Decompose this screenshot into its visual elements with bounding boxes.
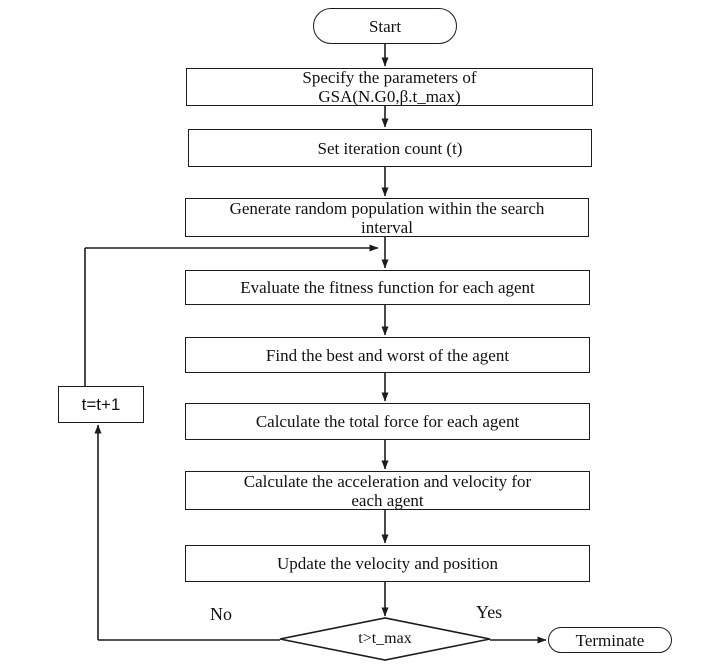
step-text-line: interval: [361, 217, 413, 237]
yes-branch-label: Yes: [476, 602, 503, 622]
step-text-line: Update the velocity and position: [277, 554, 498, 573]
step-evaluate-fitness: [185, 270, 590, 305]
step-text-line: Calculate the acceleration and velocity for: [243, 471, 532, 491]
loop-counter-label: t=t+1: [81, 395, 121, 414]
step-calculate-acceleration-velocity: [185, 471, 590, 510]
step-text-line: GSA(N.G0,β.t_max): [318, 87, 461, 106]
step-text-line: each agent: [351, 490, 424, 510]
step-update-velocity-position: [185, 545, 590, 582]
step-find-best-worst: [185, 337, 590, 373]
start-label: Start: [368, 16, 402, 36]
step-set-iteration-count: [188, 129, 592, 167]
step-calculate-total-force: [185, 403, 590, 440]
no-branch-label: No: [210, 604, 232, 624]
decision-label: t>t_max: [358, 630, 412, 647]
step-text-line: Specify the parameters of: [302, 68, 477, 87]
step-text-line: Set iteration count (t): [317, 138, 463, 158]
start-terminal: [313, 8, 457, 44]
step-generate-population: [185, 198, 589, 237]
loop-counter-box: [58, 386, 144, 423]
step-text-line: Calculate the total force for each agent: [255, 412, 520, 431]
terminate-label: Terminate: [575, 630, 645, 650]
step-text-line: Evaluate the fitness function for each agent: [240, 278, 535, 297]
step-specify-parameters: [186, 68, 593, 106]
terminate-terminal: [548, 627, 672, 653]
step-text-line: Find the best and worst of the agent: [265, 345, 510, 365]
step-text-line: Generate random population within the search: [229, 198, 545, 218]
